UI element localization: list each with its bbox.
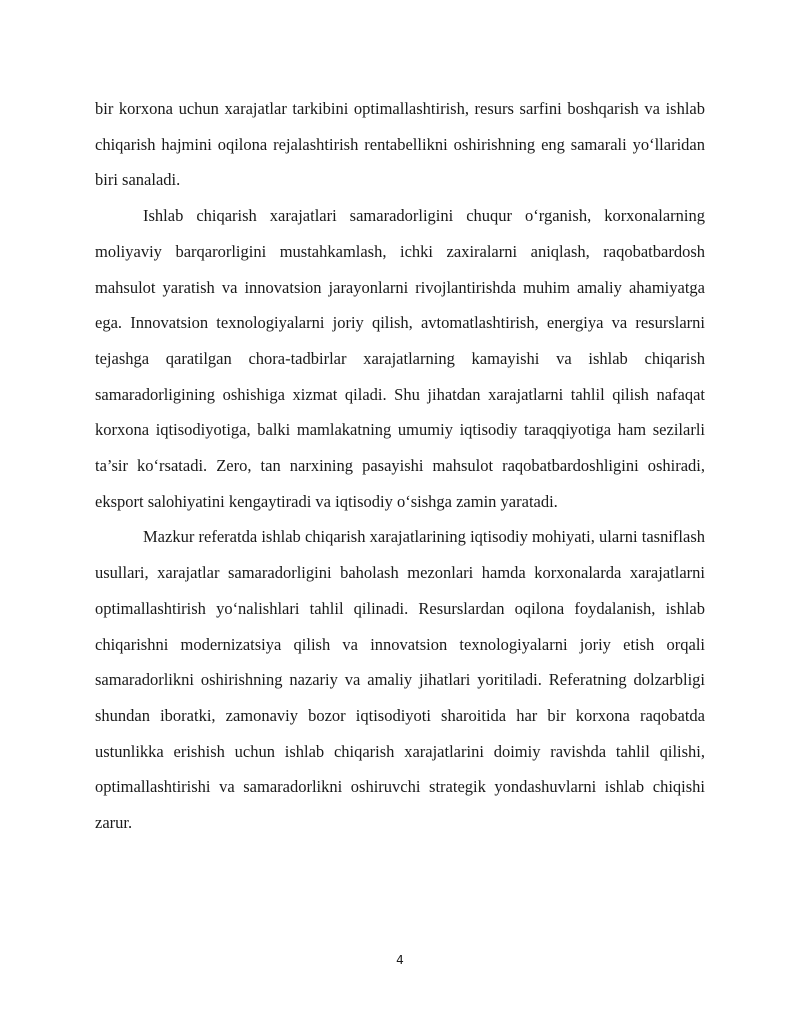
- paragraph-abstract-scope: Mazkur referatda ishlab chiqarish xarajatlarining iqtisodiy mohiyati, ularni tasniflash usullari, xarajatlar samaradorligini baholash mezonlari hamda korxonalarda xarajatlarni optimallashtirish yo‘nalishlari tahlil qilinadi. Resurslardan oqilona foydalanish, ishlab chiqarishni modernizatsiya qilish va innovatsion texnologiyalarni joriy etish orqali samaradorlikni oshirishning nazariy va amaliy jihatlari yoritiladi. Referatning dolzarbligi shundan iboratki, zamonaviy bozor iqtisodiyoti sharoitida har bir korxona raqobatda ustunlikka erishish uchun ishlab chiqarish xarajatlarini doimiy ravishda tahlil qilishi, optimallashtirishi va samaradorlikni oshiruvchi strategik yondashuvlarni ishlab chiqishi zarur.: [95, 527, 705, 833]
- page-number: 4: [396, 953, 404, 967]
- document-body: [95, 91, 705, 841]
- paragraph-continuation: bir korxona uchun xarajatlar tarkibini optimallashtirish, resurs sarfini boshqarish va ishlab chiqarish hajmini oqilona rejalashtirish rentabellikni oshirishning eng samarali yo‘llaridan biri sanaladi.: [95, 99, 705, 190]
- paragraph-importance: Ishlab chiqarish xarajatlari samaradorligini chuqur o‘rganish, korxonalarning moliyaviy barqarorligini mustahkamlash, ichki zaxiralarni aniqlash, raqobatbardosh mahsulot yaratish va innovatsion jarayonlarni rivojlantirishda muhim amaliy ahamiyatga ega. Innovatsion texnologiyalarni joriy qilish, avtomatlashtirish, energiya va resurslarni tejashga qaratilgan chora-tadbirlar xarajatlarning kamayishi va ishlab chiqarish samaradorligining oshishiga xizmat qiladi. Shu jihatdan xarajatlarni tahlil qilish nafaqat korxona iqtisodiyotiga, balki mamlakatning umumiy iqtisodiy taraqqiyotiga ham sezilarli ta’sir ko‘rsatadi. Zero, tan narxining pasayishi mahsulot raqobatbardoshligini oshiradi, eksport salohiyatini kengaytiradi va iqtisodiy o‘sishga zamin yaratadi.: [95, 206, 705, 511]
